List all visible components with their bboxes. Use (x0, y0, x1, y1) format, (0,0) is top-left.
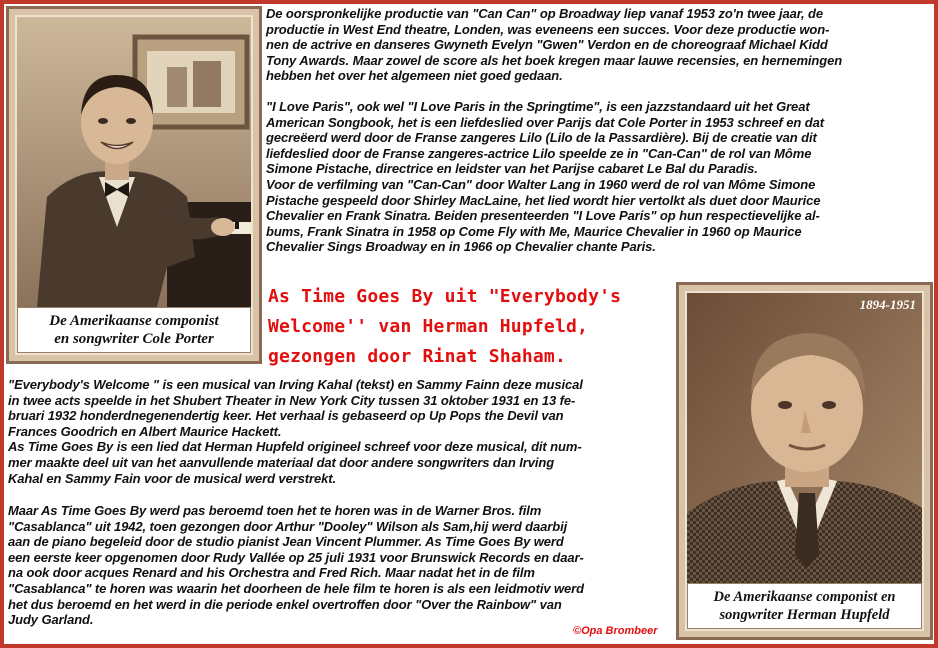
cole-porter-caption: De Amerikaanse componist en songwriter Cole Porter (17, 307, 251, 353)
herman-hupfeld-portrait-image (687, 293, 922, 589)
casablanca-text-block (8, 503, 680, 628)
cole-porter-portrait-image (17, 17, 251, 307)
herman-hupfeld-photo (676, 282, 933, 640)
cole-porter-photo (6, 6, 262, 364)
everybodys-welcome-paragraph: "Everybody's Welcome " is een musical van Irving Kahal (tekst) en Sammy Fainn deze musical in twee acts speelde in het Shubert Theater in New York City tussen 31 oktober 1931 en 13 fe- bruari 1932 honderdnegenendertig keer. Het verhaal is gebaseerd op Up Pops the Devil van Frances Goodrich en Albert Maurice Hackett. As Time Goes By is een lied dat Herman Hupfeld origineel schreef voor deze musical, dit num- mer maakte deel uit van het aanvullende materiaal dat door andere songwriters dan Irving Kahal en Sammy Fain voor de musical werd verstrekt. (8, 377, 583, 486)
casablanca-paragraph: Maar As Time Goes By werd pas beroemd toen het te horen was in de Warner Bros. film "Casablanca" uit 1942, toen gezongen door Arthur "Dooley" Wilson als Sam,hij werd daarbij aan de piano begeleid door de studio pianist Jean Vincent Plummer. As Time Goes By werd een eerste keer opgenomen door Rudy Vallée op 25 juli 1931 voor Brunswick Records en daar- na ook door acques Renard and his Orchestra and Fred Rich. Maar nadat het in de film "Casablanca" te horen was waarin het doorheen de hele film te horen is als een leidmotiv werd het dus beroemd en het werd in die periode enkel overtroffen door "Over the Rainbow" van Judy Garland. (8, 503, 584, 628)
copyright-signature: ©Opa Brombeer (573, 625, 658, 637)
song-title: As Time Goes By uit "Everybody's Welcome'' van Herman Hupfeld, gezongen door Rinat Shaham. (268, 286, 622, 367)
intro-text-block (266, 6, 934, 255)
lifespan-years: 1894-1951 (859, 297, 916, 312)
can-can-paragraph: De oorspronkelijke productie van "Can Can" op Broadway liep vanaf 1953 zo'n twee jaar, de productie in West End theatre, Londen, was eveneens een succes. Voor deze productie won- nen de actrive en danseres Gwyneth Evelyn "Gwen" Verdon en de choreograaf Michael Kidd Tony Awards. Maar zowel de score als het boek kregen maar lauwe recensies, en hernemingen hebben het over het algemeen niet goed gedaan. (266, 6, 843, 84)
herman-hupfeld-caption: De Amerikaanse componist en songwriter Herman Hupfeld (687, 583, 922, 629)
i-love-paris-paragraph: "I Love Paris", ook wel "I Love Paris in the Springtime", is een jazzstandaard uit het Great American Songbook, het is een liefdeslied over Parijs dat Cole Porter in 1953 schreef en dat gecreëerd werd door de Franse zangeres Lilo (Lilo de la Passardière). Bij de creatie van dit liefdeslied door de Franse zangeres-actrice Lilo speelde ze in "Can-Can" de rol van Môme Simone Pistache, directrice en leidster van het Parijse cabaret Le Bal du Paradis. Voor de verfilming van "Can-Can" door Walter Lang in 1960 werd de rol van Môme Simone Pistache gespeeld door Shirley MacLaine, het lied wordt hier vertolkt als duet door Maurice Chevalier en Frank Sinatra. Beiden presenteerden "I Love Paris" op hun respectievelijke al- bums, Frank Sinatra in 1958 op Come Fly with Me, Maurice Chevalier in 1960 op Maurice Chevalier Sings Broadway en in 1966 op Chevalier chante Paris. (266, 98, 824, 255)
everybodys-welcome-text-block (8, 377, 680, 486)
